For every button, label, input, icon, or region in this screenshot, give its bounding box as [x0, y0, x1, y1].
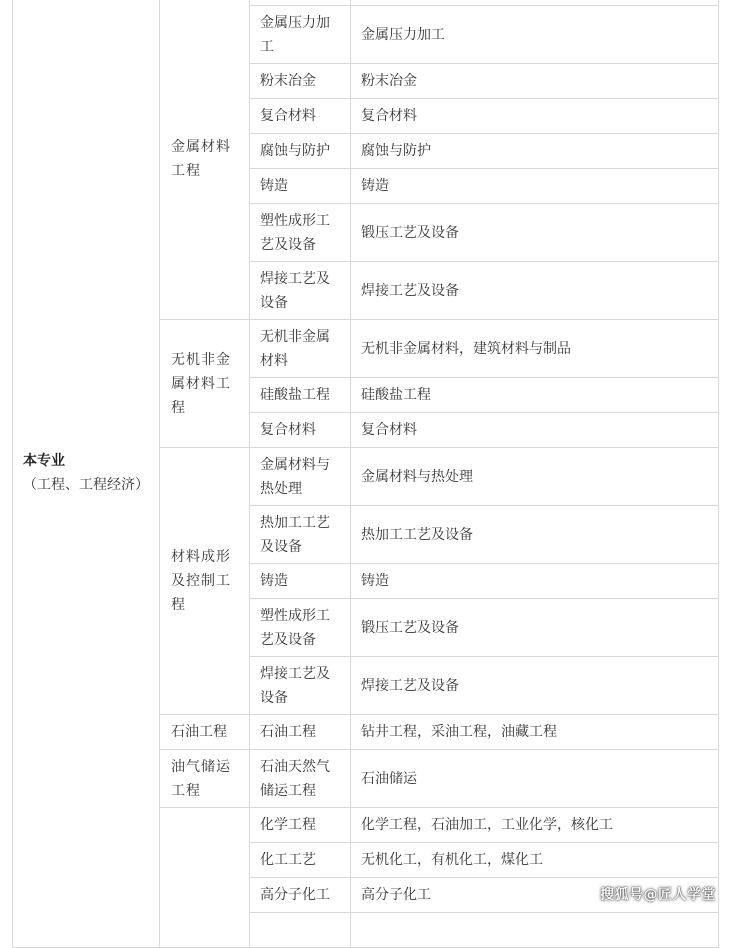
group-name: [160, 808, 250, 948]
new-major-cell: 复合材料: [351, 99, 719, 134]
new-major-cell: 粉末冶金: [351, 64, 719, 99]
old-major-cell: 无机非金属材料: [250, 320, 351, 378]
new-major-cell: 钻井工程，采油工程，油藏工程: [351, 715, 719, 750]
old-major-cell: 硅酸盐工程: [250, 378, 351, 413]
watermark: 搜狐号@匠人学堂: [600, 887, 716, 903]
new-major-cell: 化学工程，石油加工，工业化学，核化工: [351, 808, 719, 843]
new-major-cell: 腐蚀与防护: [351, 134, 719, 169]
old-major-cell: 铸造: [250, 169, 351, 204]
category-cell: [13, 0, 160, 948]
old-major-cell: 化工工艺: [250, 843, 351, 878]
new-major-cell: 金属材料与热处理: [351, 448, 719, 506]
old-major-cell: 石油天然气储运工程: [250, 750, 351, 808]
new-major-cell: 铸造: [351, 564, 719, 599]
new-major-cell: 热加工工艺及设备: [351, 506, 719, 564]
new-major-cell: 复合材料: [351, 413, 719, 448]
old-major-cell: 塑性成形工艺及设备: [250, 599, 351, 657]
old-major-cell: 热加工工艺及设备: [250, 506, 351, 564]
old-major-cell: 金属材料与热处理: [250, 448, 351, 506]
group-name: 油气储运工程: [160, 750, 250, 808]
group-name: 材料成形及控制工程: [160, 448, 250, 715]
major-types: （工程、工程经济）: [23, 476, 149, 493]
old-major-cell: 高分子化工: [250, 878, 351, 913]
old-major-cell: 石油工程: [250, 715, 351, 750]
table-body: [13, 0, 719, 948]
old-major-cell: 焊接工艺及设备: [250, 262, 351, 320]
old-major-cell: 化学工程: [250, 808, 351, 843]
new-major-cell: 石油储运: [351, 750, 719, 808]
new-major-cell: 高分子化工: [351, 878, 719, 913]
new-major-cell: 硅酸盐工程: [351, 378, 719, 413]
new-major-cell: 锻压工艺及设备: [351, 204, 719, 262]
new-major-cell: 锻压工艺及设备: [351, 599, 719, 657]
old-major-cell: 焊接工艺及设备: [250, 657, 351, 715]
group-name: 无机非金属材料工程: [160, 320, 250, 448]
group-name: 金属材料工程: [160, 0, 250, 320]
old-major-cell: 腐蚀与防护: [250, 134, 351, 169]
new-major-cell: 焊接工艺及设备: [351, 657, 719, 715]
old-major-cell: 塑性成形工艺及设备: [250, 204, 351, 262]
major-comparison-table: [12, 0, 719, 948]
old-major-cell: 粉末冶金: [250, 64, 351, 99]
new-major-cell: 金属压力加工: [351, 6, 719, 64]
new-major-cell: [351, 913, 719, 948]
old-major-cell: 铸造: [250, 564, 351, 599]
new-major-cell: 铸造: [351, 169, 719, 204]
old-major-cell: 复合材料: [250, 99, 351, 134]
new-major-cell: 焊接工艺及设备: [351, 262, 719, 320]
new-major-cell: 无机化工，有机化工，煤化工: [351, 843, 719, 878]
group-name: 石油工程: [160, 715, 250, 750]
old-major-cell: 复合材料: [250, 413, 351, 448]
old-major-cell: 金属压力加工: [250, 6, 351, 64]
degree-level: 本专业: [23, 452, 65, 469]
new-major-cell: 无机非金属材料，建筑材料与制品: [351, 320, 719, 378]
old-major-cell: [250, 913, 351, 948]
